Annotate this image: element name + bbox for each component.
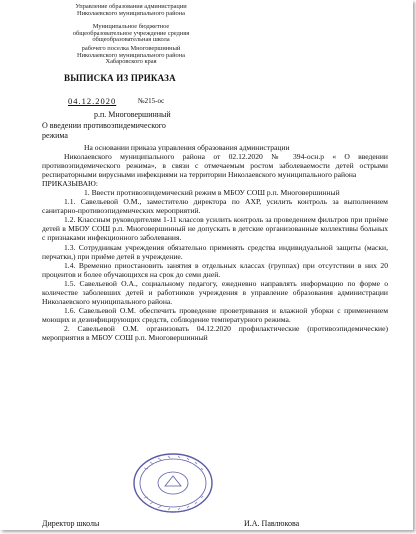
order-subject: О введении противоэпидемического режима — [42, 121, 166, 140]
order-item: 1.1. Савельевой О.М., заместителю директора по АХР, усилить контроль за выполнением санитарно-противоэпидемических мероприятий. — [42, 197, 388, 216]
order-item: 1.6. Савельевой О.М. обеспечить проведение проветривания и влажной уборки с применением моющих и дезинфицирующих средств, соблюдение температурного режима. — [42, 305, 388, 324]
order-item: 2. Савельевой О.М. организовать 04.12.2020 профилактические (противоэпидемические) мероприятия в МБОУ СОШ р.п. Многовершинный — [42, 323, 388, 342]
order-item: 1.3. Сотрудникам учреждения обязательно применять средства индивидуальной защиты (маски, перчатки,) при приёме детей в учреждение. — [42, 242, 388, 261]
header-line: Николаевского муниципального района — [77, 51, 185, 59]
header-school-location — [46, 46, 216, 66]
header-line: Управление образования администрации — [75, 3, 187, 10]
order-basis: На основании приказа управления образования администрации — [84, 143, 290, 152]
order-item: 1.4. Временно приостановить занятия в отдельных классах (группах) при отсутствии в них 20 процентов и более обучающихся на срок до семи дней. — [42, 260, 388, 279]
header-line: общеобразовательная школа — [92, 36, 170, 44]
order-preamble: Николаевского муниципального района от 02.12.2020 № 394-осн.р « О введении противоэпидемического режима», в связи с отмечаемым ростом заболеваемости детей острыми респираторными вирусными инфекциями на территории Николаевского муниципального района — [42, 152, 388, 180]
header-line: рабочего поселка Многовершинный — [81, 45, 181, 52]
order-item: 1.5. Савельевой О.А., социальному педагогу, ежедневно направлять информацию по форме о количестве заболевших детей и работников учреждения в управление образования администрации Николаевского муниципального района. — [42, 278, 388, 306]
signature-name: И.А. Павлюкова — [244, 519, 300, 528]
document-title: ВЫПИСКА ИЗ ПРИКАЗА — [64, 73, 176, 83]
signature-role: Директор школы — [42, 519, 100, 528]
order-item: 1.2. Классным руководителям 1-11 классов усилить контроль за проведением фильтров при приёме детей в МБОУ СОШ р.п. Многовершинный не допускать в детские организованные коллективы больных с признаками инфекционного заболевания. — [42, 215, 388, 243]
order-item: 1. Ввести противоэпидемический режим в МБОУ СОШ р.п. Многовершинный — [84, 188, 340, 198]
order-place: р.п. Многовершинный — [94, 110, 171, 119]
order-command: ПРИКАЗЫВАЮ: — [42, 179, 98, 189]
header-line: Хабаровского края — [105, 58, 157, 66]
header-line: Муниципальное бюджетное — [92, 23, 170, 30]
header-line: общеобразовательное учреждение средняя — [72, 29, 190, 37]
official-stamp-icon — [132, 452, 214, 514]
header-line: Николаевского муниципального района — [77, 9, 185, 17]
order-date: 04.12.2020 — [68, 96, 117, 106]
header-department — [46, 4, 216, 17]
order-body — [42, 143, 388, 342]
order-number: №215-ос — [138, 97, 165, 105]
header-school-name — [46, 24, 216, 44]
